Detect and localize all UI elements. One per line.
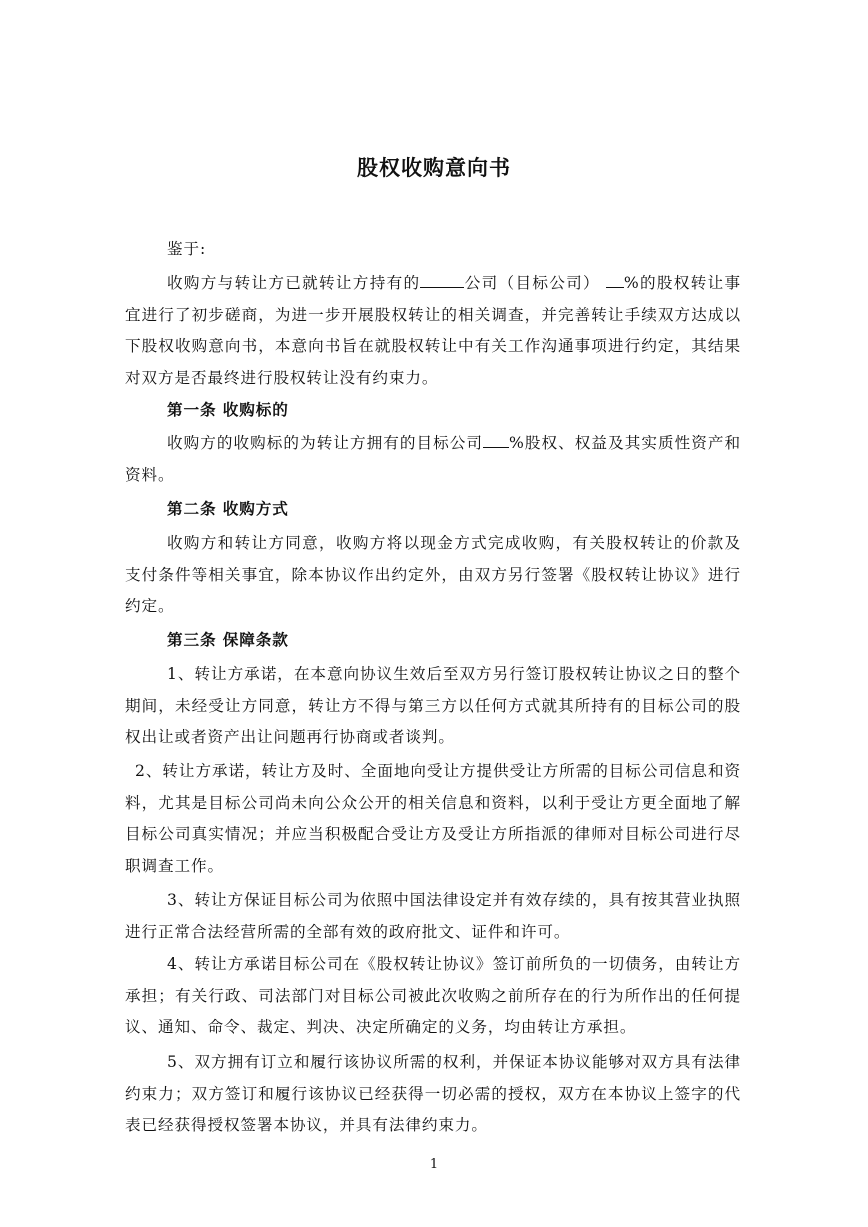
article3-clause-3: 3、转让方保证目标公司为依照中国法律设定并有效存续的，具有按其营业执照进行正常合法经营所需的全部有效的政府批文、证件和许可。 — [125, 891, 741, 941]
share-percent-blank — [606, 273, 624, 288]
intro-text-part2: 公司（目标公司） — [464, 274, 600, 292]
article1-heading: 第一条 收购标的 — [167, 400, 289, 419]
article3-heading: 第三条 保障条款 — [167, 630, 289, 649]
article1-text-part1: 收购方的收购标的为转让方拥有的目标公司 — [167, 434, 484, 452]
article1-text-part2: %股权、权益及其实质性资产和资料。 — [125, 434, 741, 484]
article2-heading: 第二条 收购方式 — [167, 499, 289, 518]
article3-clause-4: 4、转让方承诺目标公司在《股权转让协议》签订前所负的一切债务，由转让方承担；有关行政、司法部门对目标公司被此次收购之前所存在的行为所作出的任何提议、通知、命令、裁定、判决、决定所确定的义务，均由转让方承担。 — [125, 955, 741, 1036]
article3-clause-2: 2、转让方承诺，转让方及时、全面地向受让方提供受让方所需的目标公司信息和资料，尤其是目标公司尚未向公众公开的相关信息和资料，以利于受让方更全面地了解目标公司真实情况；并应当积极配合受让方及受让方所指派的律师对目标公司进行尽职调查工作。 — [125, 762, 741, 875]
target-percent-blank — [483, 433, 509, 448]
article3-clause-5: 5、双方拥有订立和履行该协议所需的权利，并保证本协议能够对双方具有法律约束力；双方签订和履行该协议已经获得一切必需的授权，双方在本协议上签字的代表已经获得授权签署本协议，并具有法律约束力。 — [125, 1053, 741, 1134]
article1-paragraph — [125, 428, 741, 491]
intro-text-part1: 收购方与转让方已就转让方持有的 — [167, 274, 421, 292]
document-title: 股权收购意向书 — [357, 155, 511, 180]
article3-clause-1: 1、转让方承诺，在本意向协议生效后至双方另行签订股权转让协议之日的整个期间，未经受让方同意，转让方不得与第三方以任何方式就其所持有的目标公司的股权出让或者资产出让问题再行协商或者谈判。 — [125, 665, 741, 746]
preamble-label: 鉴于: — [167, 240, 207, 258]
company-name-blank — [420, 273, 464, 288]
intro-paragraph — [125, 268, 741, 394]
intro-text-part3: %的股权转让事宜进行了初步磋商，为进一步开展股权转让的相关调查，并完善转让手续双方达成以下股权收购意向书，本意向书旨在就股权转让中有关工作沟通事项进行约定，其结果对双方是否最终进行股权转让没有约束力。 — [125, 274, 741, 387]
page-number: 1 — [429, 1157, 439, 1172]
article2-paragraph: 收购方和转让方同意，收购方将以现金方式完成收购，有关股权转让的价款及支付条件等相关事宜，除本协议作出约定外，由双方另行签署《股权转让协议》进行约定。 — [125, 534, 741, 615]
